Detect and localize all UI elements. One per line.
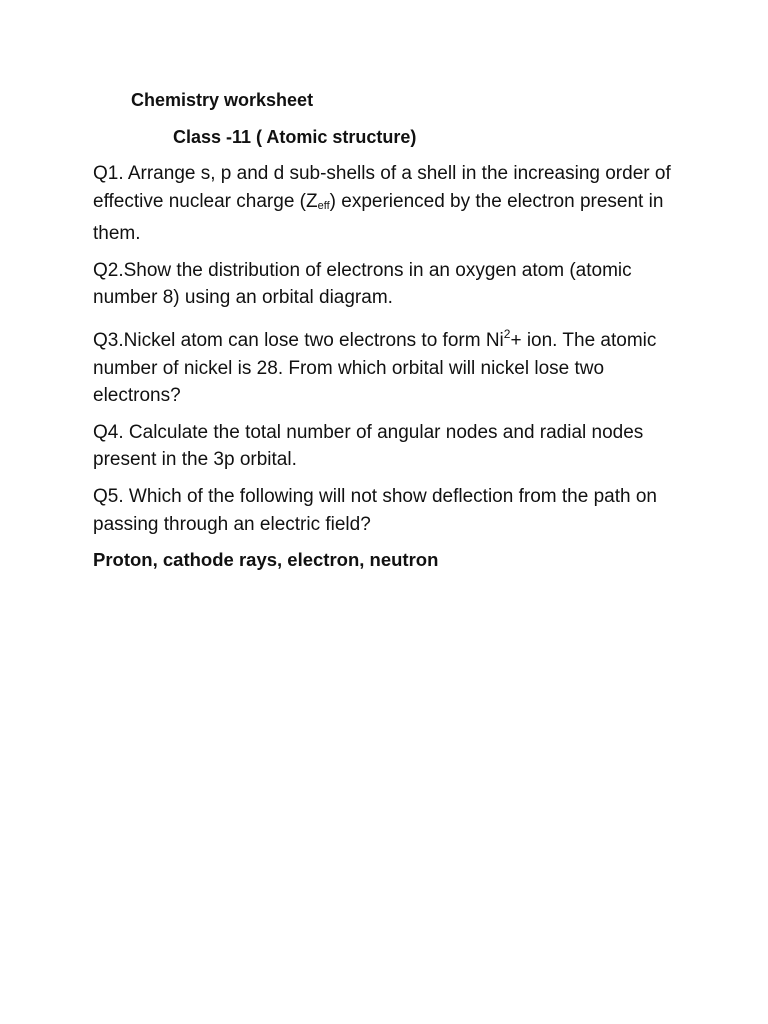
question-2-text: Q2.Show the distribution of electrons in an oxygen atom (atomic number 8) using an orbital diagram. <box>93 259 632 309</box>
question-3-text-after: + ion. The atomic number of nickel is 28. From which orbital will nickel lose two electrons? <box>93 329 657 407</box>
worksheet-subtitle: Class -11 ( Atomic structure) <box>173 127 417 147</box>
question-list <box>93 160 685 573</box>
question-3-superscript: 2 <box>503 326 511 341</box>
question-3 <box>93 321 685 410</box>
question-1-text-before: Q1. Arrange s, p and d sub-shells of a shell in the increasing order of effective nuclear charge (Z <box>93 163 671 212</box>
question-5-options: Proton, cathode rays, electron, neutron <box>93 549 439 571</box>
question-1-text-after: ) experienced by the electron present in them. <box>93 190 664 245</box>
worksheet-title: Chemistry worksheet <box>131 90 314 110</box>
question-3-text-before: Q3.Nickel atom can lose two electrons to form Ni <box>93 329 504 351</box>
question-1 <box>93 160 685 248</box>
question-2 <box>93 257 685 312</box>
question-5 <box>93 483 685 538</box>
question-4-text: Q4. Calculate the total number of angular nodes and radial nodes present in the 3p orbital. <box>93 421 644 471</box>
question-1-subscript: eff <box>317 199 330 212</box>
question-5-text: Q5. Which of the following will not show deflection from the path on passing through an electric field? <box>93 485 657 535</box>
question-4 <box>93 419 685 474</box>
